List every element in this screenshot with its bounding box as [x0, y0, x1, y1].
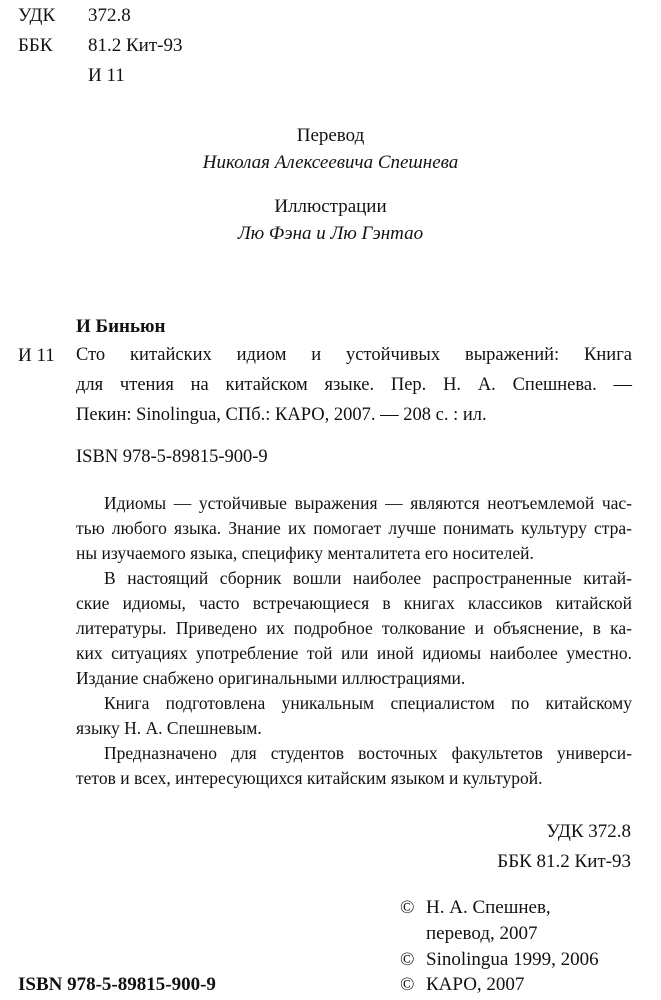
copyright-line: [400, 975, 524, 994]
udk-label: УДК: [18, 5, 56, 26]
copyright-text: Н. А. Спешнев,: [426, 897, 551, 918]
bbk-label: ББК: [18, 35, 53, 56]
record-author-mark: И 11: [18, 345, 55, 366]
illustrators-names: Лю Фэна и Лю Гэнтао: [237, 223, 424, 244]
annotation-line: Предназначено для студентов восточных факультетов универси-: [104, 743, 632, 763]
translation-label: Перевод: [296, 125, 365, 146]
udk-value: 372.8: [88, 5, 131, 26]
translator-name: Николая Алексеевича Спешнева: [202, 152, 459, 173]
annotation-line: ких ситуациях употребление той или иной идиомы наиболее уместно.: [76, 643, 632, 663]
copyright-line: [400, 950, 599, 969]
annotation-line: Издание снабжено оригинальными иллюстрациями.: [76, 668, 466, 688]
annotation-line: тью любого языка. Знание их помогает лучше понимать культуру стра-: [76, 518, 632, 538]
annotation-line: литературы. Приведено их подробное толкование и объяснение, в ка-: [76, 618, 632, 638]
annotation-line: ны изучаемого языка, специфику менталитета его носителей.: [76, 543, 534, 563]
copyright-text: перевод, 2007: [426, 923, 538, 944]
bottom-isbn: ISBN 978-5-89815-900-9: [18, 974, 216, 995]
copyright-icon: ©: [400, 949, 415, 970]
annotation-line: Книга подготовлена уникальным специалистом по китайскому: [104, 693, 632, 713]
illustrations-label: Иллюстрации: [274, 196, 387, 217]
annotation-line: ские идиомы, часто встречающиеся в книгах классиков китайской: [76, 593, 632, 613]
copyright-text: Sinolingua 1999, 2006: [426, 949, 599, 970]
copyright-line: [426, 924, 538, 943]
copyright-icon: ©: [400, 897, 415, 918]
copyright-line: [400, 898, 551, 917]
annotation-line: языку Н. А. Спешневым.: [76, 718, 262, 738]
record-title-line: Пекин: Sinolingua, СПб.: КАРО, 2007. — 208 с. : ил.: [76, 405, 487, 425]
annotation-line: тетов и всех, интересующихся китайским языком и культурой.: [76, 768, 543, 788]
footer-udk: УДК 372.8: [546, 821, 631, 842]
footer-bbk: ББК 81.2 Кит-93: [497, 851, 631, 872]
annotation-line: Идиомы — устойчивые выражения — являются неотъемлемой час-: [104, 493, 632, 513]
author-mark-header: И 11: [88, 65, 125, 86]
bbk-value: 81.2 Кит-93: [88, 35, 183, 56]
record-author: И Биньюн: [76, 316, 166, 337]
copyright-icon: ©: [400, 974, 415, 995]
copyright-text: КАРО, 2007: [426, 974, 525, 995]
annotation-line: В настоящий сборник вошли наиболее распространенные китай-: [104, 568, 632, 588]
record-isbn: ISBN 978-5-89815-900-9: [76, 447, 268, 467]
record-title-line: для чтения на китайском языке. Пер. Н. А. Спешнева. —: [76, 375, 632, 395]
record-title-line: Сто китайских идиом и устойчивых выражений: Книга: [76, 345, 632, 365]
